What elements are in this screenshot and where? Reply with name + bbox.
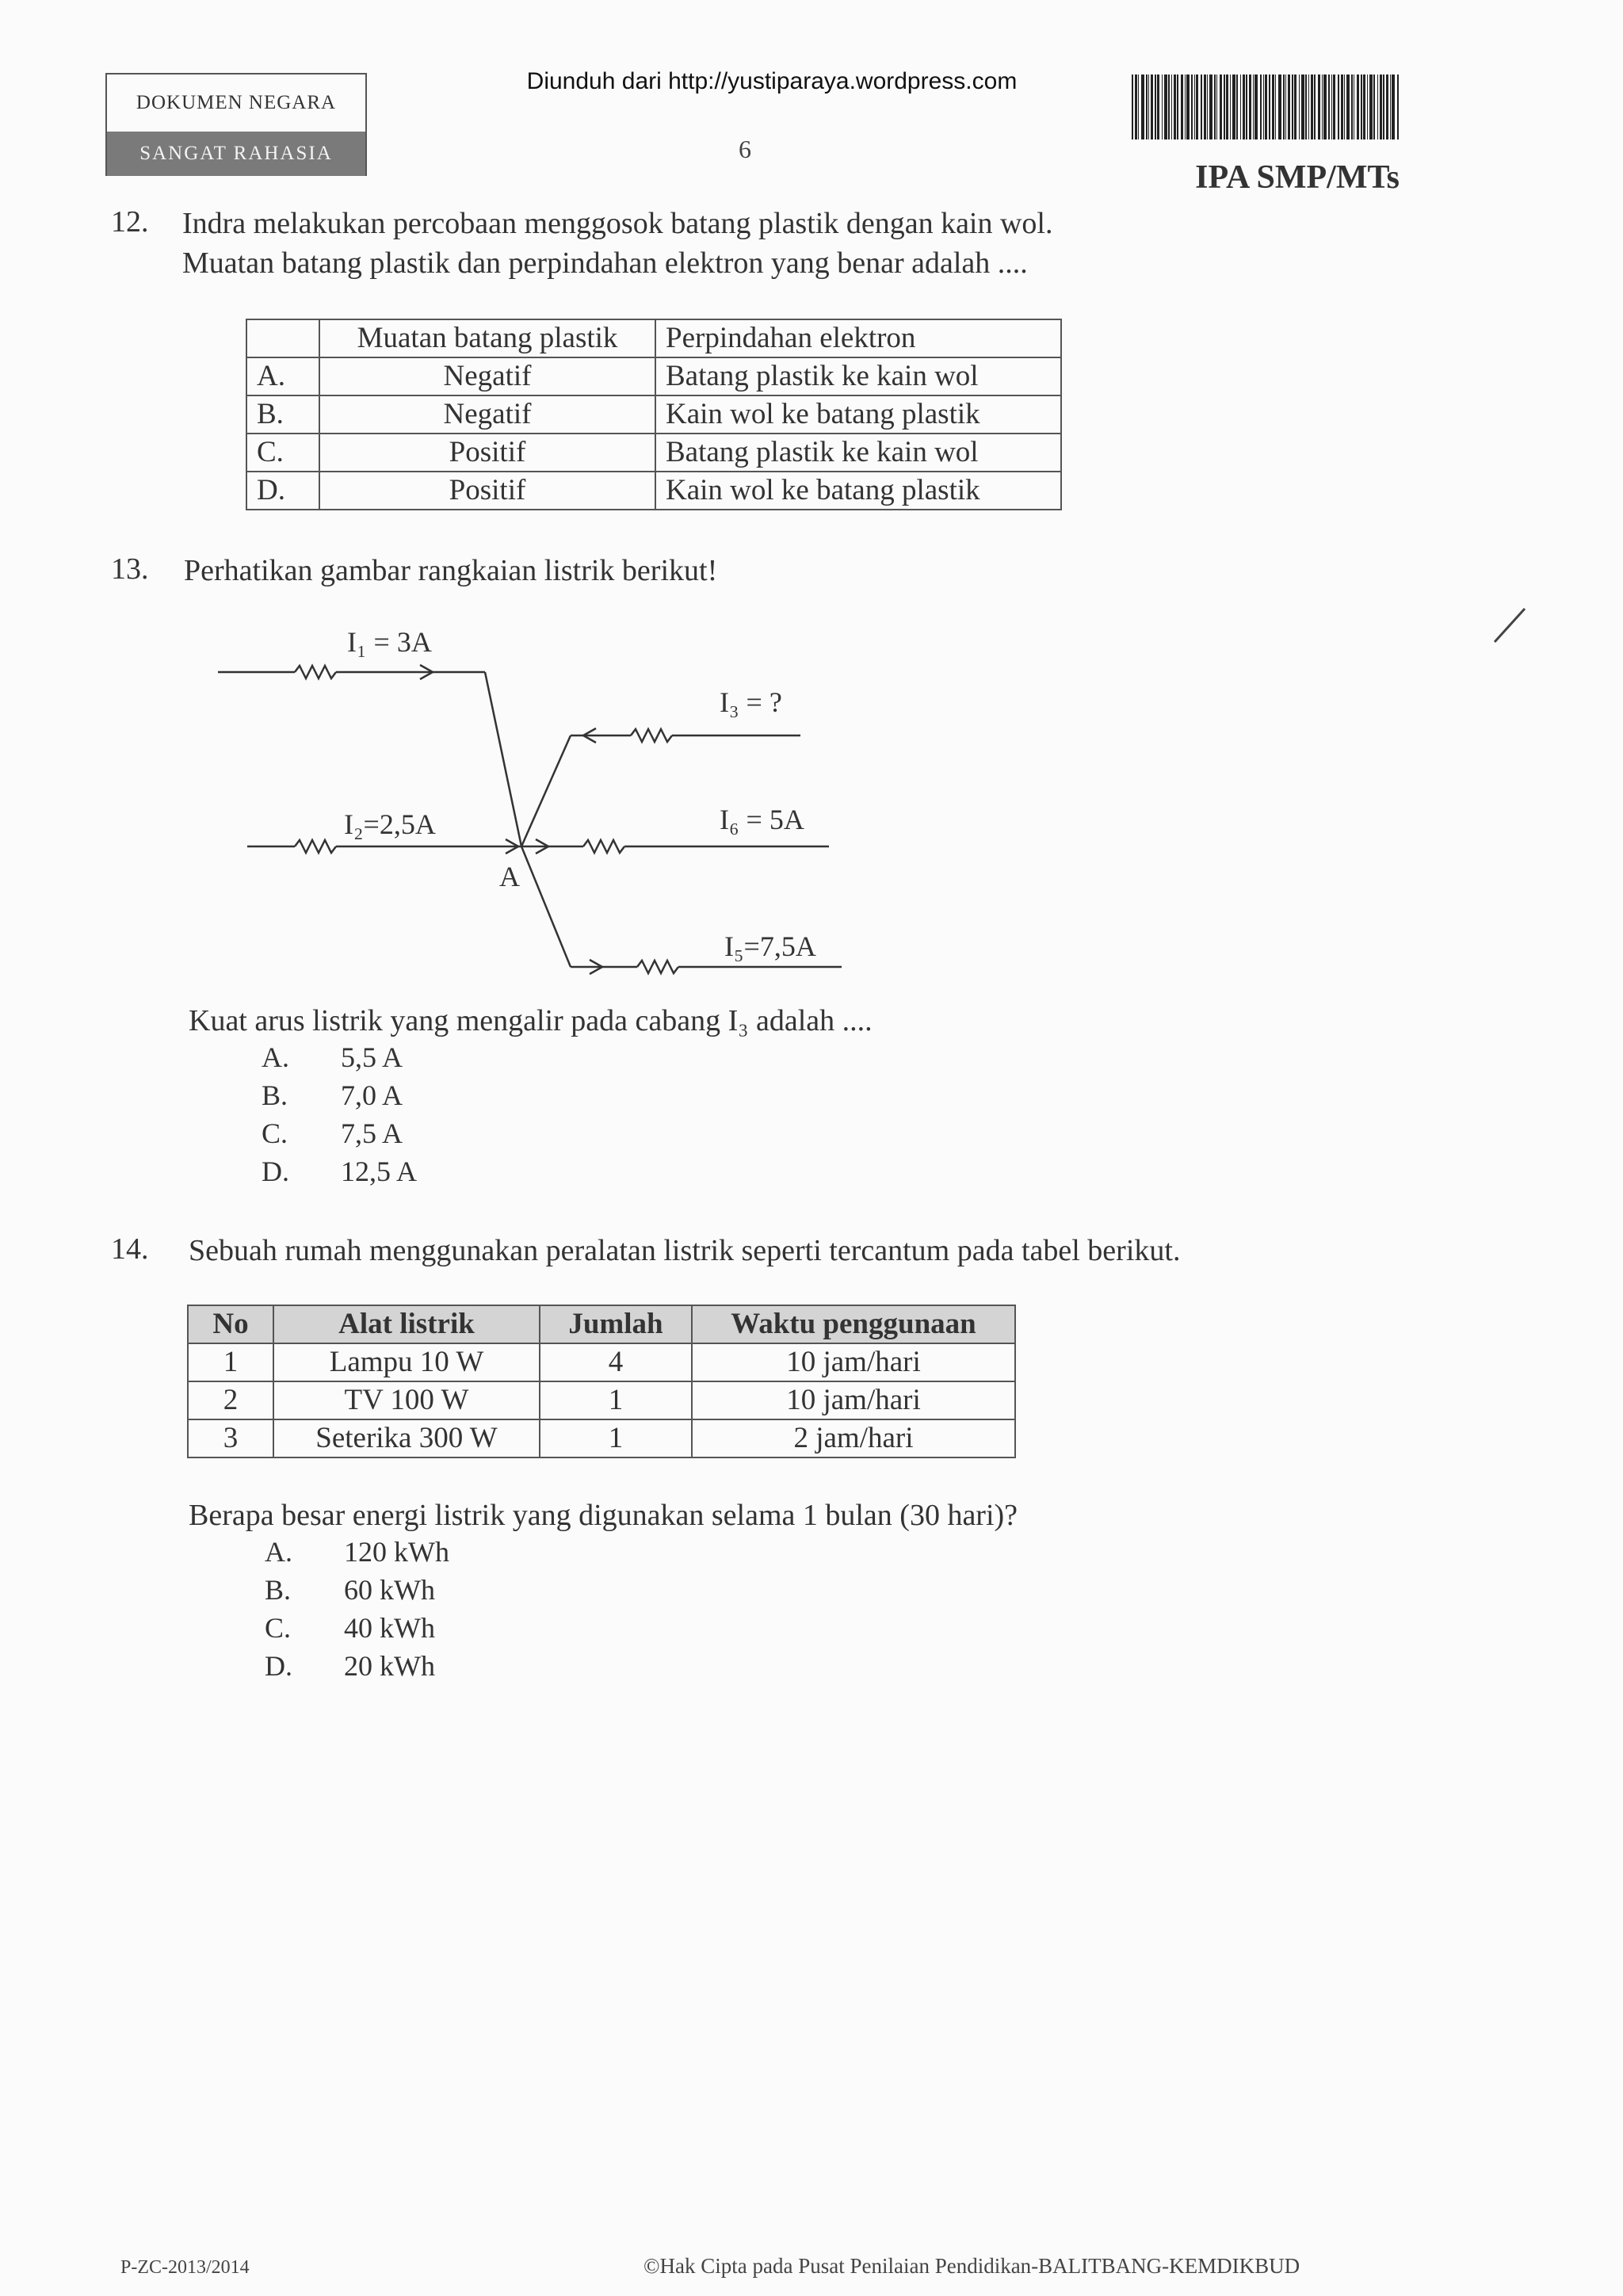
table-cell: 10 jam/hari: [692, 1381, 1015, 1419]
option-d: [265, 1647, 449, 1685]
barcode-bar: [1386, 74, 1388, 139]
barcode-bar: [1377, 74, 1378, 139]
barcode-bar: [1318, 74, 1320, 139]
barcode-bar: [1194, 74, 1195, 139]
barcode-bar: [1204, 74, 1206, 139]
barcode-bar: [1292, 74, 1293, 139]
table-cell: A.: [246, 357, 319, 395]
barcode-bar: [1157, 74, 1159, 139]
table-cell: Positif: [319, 472, 655, 510]
table-cell: Lampu 10 W: [273, 1343, 540, 1381]
barcode-bar: [1220, 74, 1222, 139]
table-header-row: [188, 1305, 1015, 1343]
barcode-bar: [1363, 74, 1365, 139]
label-i2: I₂=2,5A: [344, 808, 436, 840]
option-b: [265, 1571, 449, 1609]
barcode-bar: [1308, 74, 1309, 139]
table-cell: Batang plastik ke kain wol: [655, 357, 1061, 395]
barcode-bar: [1146, 74, 1148, 139]
q13-options: [262, 1038, 417, 1190]
barcode-bar: [1311, 74, 1313, 139]
table-cell: C.: [246, 434, 319, 472]
resistor-symbol: [295, 840, 336, 853]
wire: [521, 735, 571, 846]
option-letter: D.: [262, 1156, 289, 1187]
table-row: [246, 395, 1061, 434]
barcode-bar: [1361, 74, 1362, 139]
option-letter: A.: [265, 1536, 292, 1568]
barcode-bar: [1380, 74, 1382, 139]
barcode-bar: [1141, 74, 1144, 139]
doc-label: DOKUMEN NEGARA: [136, 92, 337, 113]
table-header-cell: Alat listrik: [273, 1305, 540, 1343]
table-cell: TV 100 W: [273, 1381, 540, 1419]
barcode-bar: [1253, 74, 1254, 139]
table-cell: Kain wol ke batang plastik: [655, 395, 1061, 434]
barcode-bar: [1265, 74, 1267, 139]
table-row: [246, 434, 1061, 472]
wire: [485, 672, 521, 846]
pencil-mark: [1490, 602, 1537, 650]
option-letter: D.: [265, 1650, 292, 1682]
barcode-bar: [1186, 74, 1190, 139]
table-header-cell: No: [188, 1305, 273, 1343]
barcode-bar: [1331, 74, 1332, 139]
option-a: [265, 1533, 449, 1571]
label-i1: I₁ = 3A: [347, 626, 432, 658]
barcode-bar: [1214, 74, 1216, 139]
table-cell: Negatif: [319, 357, 655, 395]
barcode-bar: [1236, 74, 1238, 139]
barcode-bar: [1341, 74, 1343, 139]
barcode-bar: [1224, 74, 1225, 139]
barcode-bar: [1240, 74, 1241, 139]
table-cell: 1: [540, 1419, 692, 1457]
q12-line1: Indra melakukan percobaan menggosok batang plastik dengan kain wol.: [182, 207, 1053, 240]
barcode-bar: [1351, 74, 1353, 139]
barcode-bar: [1181, 74, 1183, 139]
barcode-bar: [1263, 74, 1264, 139]
table-cell: Batang plastik ke kain wol: [655, 434, 1061, 472]
q14-options: [265, 1533, 449, 1685]
barcode-image: [1132, 74, 1400, 139]
option-b: [262, 1076, 417, 1114]
barcode-bar: [1185, 74, 1186, 139]
barcode-bar: [1283, 74, 1285, 139]
barcode-bar: [1155, 74, 1156, 139]
barcode-bar: [1272, 74, 1274, 139]
barcode-bar: [1260, 74, 1262, 139]
barcode-bar: [1171, 74, 1172, 139]
barcode-bar: [1196, 74, 1198, 139]
option-c: [262, 1114, 417, 1152]
q14-intro: Sebuah rumah menggunakan peralatan listrik seperti tercantum pada tabel berikut.: [189, 1234, 1181, 1267]
table-cell: 2: [188, 1381, 273, 1419]
option-letter: C.: [262, 1117, 288, 1149]
barcode-bar: [1246, 74, 1247, 139]
table-header-cell: Muatan batang plastik: [319, 319, 655, 357]
barcode-bar: [1135, 74, 1137, 139]
table-header-cell: Perpindahan elektron: [655, 319, 1061, 357]
barcode-bar: [1278, 74, 1281, 139]
barcode-bar: [1249, 74, 1251, 139]
barcode-bar: [1232, 74, 1235, 139]
resistor-symbol: [637, 961, 678, 973]
barcode-bar: [1397, 74, 1399, 139]
secret-label: SANGAT RAHASIA: [107, 132, 365, 176]
q12-line2: Muatan batang plastik dan perpindahan elektron yang benar adalah ....: [182, 246, 1028, 280]
barcode-bar: [1392, 74, 1395, 139]
barcode-bar: [1328, 74, 1330, 139]
option-text: 12,5 A: [341, 1156, 418, 1187]
table-cell: 4: [540, 1343, 692, 1381]
barcode-bar: [1269, 74, 1270, 139]
barcode-bar: [1314, 74, 1316, 139]
barcode-bar: [1333, 74, 1335, 139]
table-header-cell: Waktu penggunaan: [692, 1305, 1015, 1343]
option-d: [262, 1152, 417, 1190]
subject-title: IPA SMP/MTs: [1195, 159, 1400, 196]
barcode-bar: [1322, 74, 1323, 139]
table-cell: Kain wol ke batang plastik: [655, 472, 1061, 510]
barcode-bar: [1174, 74, 1176, 139]
option-text: 60 kWh: [344, 1574, 435, 1606]
option-text: 20 kWh: [344, 1650, 435, 1682]
option-text: 120 kWh: [344, 1536, 449, 1568]
table-row: [188, 1381, 1015, 1419]
table-cell: Seterika 300 W: [273, 1419, 540, 1457]
option-letter: B.: [262, 1079, 288, 1111]
barcode-bar: [1357, 74, 1359, 139]
q12-table: [246, 319, 1062, 510]
option-text: 7,0 A: [341, 1079, 403, 1111]
q13-question: Kuat arus listrik yang mengalir pada cabang I₃ adalah ....: [189, 1004, 873, 1037]
table-header-cell: [246, 319, 319, 357]
table-cell: Negatif: [319, 395, 655, 434]
barcode-bar: [1285, 74, 1286, 139]
barcode-bar: [1301, 74, 1304, 139]
option-c: [265, 1609, 449, 1647]
barcode-bar: [1209, 74, 1212, 139]
barcode-bar: [1226, 74, 1228, 139]
table-row: [188, 1419, 1015, 1457]
q14-question: Berapa besar energi listrik yang digunakan selama 1 bulan (30 hari)?: [189, 1499, 1018, 1532]
barcode-bar: [1346, 74, 1350, 139]
option-text: 40 kWh: [344, 1612, 435, 1644]
table-row: [246, 472, 1061, 510]
option-letter: C.: [265, 1612, 292, 1644]
footer-copyright: ©Hak Cipta pada Pusat Penilaian Pendidikan-BALITBANG-KEMDIKBUD: [643, 2254, 1300, 2278]
table-row: [246, 357, 1061, 395]
option-letter: A.: [262, 1041, 289, 1073]
table-cell: 10 jam/hari: [692, 1343, 1015, 1381]
table-cell: Positif: [319, 434, 655, 472]
q14-table: [187, 1305, 1016, 1458]
barcode-bar: [1201, 74, 1202, 139]
barcode-bar: [1164, 74, 1167, 139]
barcode-bar: [1191, 74, 1193, 139]
barcode-bar: [1138, 74, 1139, 139]
label-i5: I₅=7,5A: [724, 930, 816, 962]
label-node-a: A: [499, 861, 520, 892]
barcode-bar: [1344, 74, 1345, 139]
barcode-bar: [1275, 74, 1276, 139]
table-header-cell: Jumlah: [540, 1305, 692, 1343]
barcode-bar: [1390, 74, 1391, 139]
table-cell: D.: [246, 472, 319, 510]
q13-intro: Perhatikan gambar rangkaian listrik berikut!: [184, 554, 718, 587]
barcode-bar: [1162, 74, 1163, 139]
barcode-bar: [1243, 74, 1245, 139]
barcode-bar: [1373, 74, 1375, 139]
table-cell: 1: [540, 1381, 692, 1419]
source-url: Diunduh dari http://yustiparaya.wordpress.com: [526, 68, 1018, 94]
barcode-bar: [1367, 74, 1368, 139]
barcode-bar: [1168, 74, 1170, 139]
barcode-bar: [1294, 74, 1296, 139]
barcode-bar: [1288, 74, 1290, 139]
q13-number: 13.: [111, 552, 149, 586]
barcode-bar: [1216, 74, 1217, 139]
option-a: [262, 1038, 417, 1076]
barcode-bar: [1338, 74, 1339, 139]
page-number: 6: [739, 135, 751, 163]
resistor-symbol: [583, 840, 624, 853]
barcode-bar: [1323, 74, 1327, 139]
option-letter: B.: [265, 1574, 292, 1606]
table-row: [188, 1343, 1015, 1381]
q14-number: 14.: [111, 1232, 149, 1266]
barcode-bar: [1148, 74, 1149, 139]
barcode-bar: [1305, 74, 1307, 139]
barcode-bar: [1177, 74, 1178, 139]
wire: [521, 846, 571, 967]
barcode-bar: [1151, 74, 1153, 139]
barcode-bar: [1383, 74, 1384, 139]
option-text: 5,5 A: [341, 1041, 403, 1073]
option-text: 7,5 A: [341, 1117, 403, 1149]
label-i6: I₆ = 5A: [720, 804, 804, 835]
table-cell: B.: [246, 395, 319, 434]
barcode-bar: [1369, 74, 1373, 139]
barcode-bar: [1230, 74, 1231, 139]
table-header-row: [246, 319, 1061, 357]
footer-code: P-ZC-2013/2014: [120, 2257, 250, 2278]
table-cell: 2 jam/hari: [692, 1419, 1015, 1457]
q12-number: 12.: [111, 205, 149, 239]
barcode-bar: [1254, 74, 1258, 139]
resistor-symbol: [295, 666, 336, 678]
table-cell: 3: [188, 1419, 273, 1457]
label-i3: I₃ = ?: [720, 686, 782, 718]
barcode-bar: [1132, 74, 1133, 139]
barcode-bar: [1207, 74, 1208, 139]
barcode-bar: [1299, 74, 1300, 139]
resistor-symbol: [631, 729, 672, 742]
circuit-diagram: [0, 602, 872, 991]
table-cell: 1: [188, 1343, 273, 1381]
